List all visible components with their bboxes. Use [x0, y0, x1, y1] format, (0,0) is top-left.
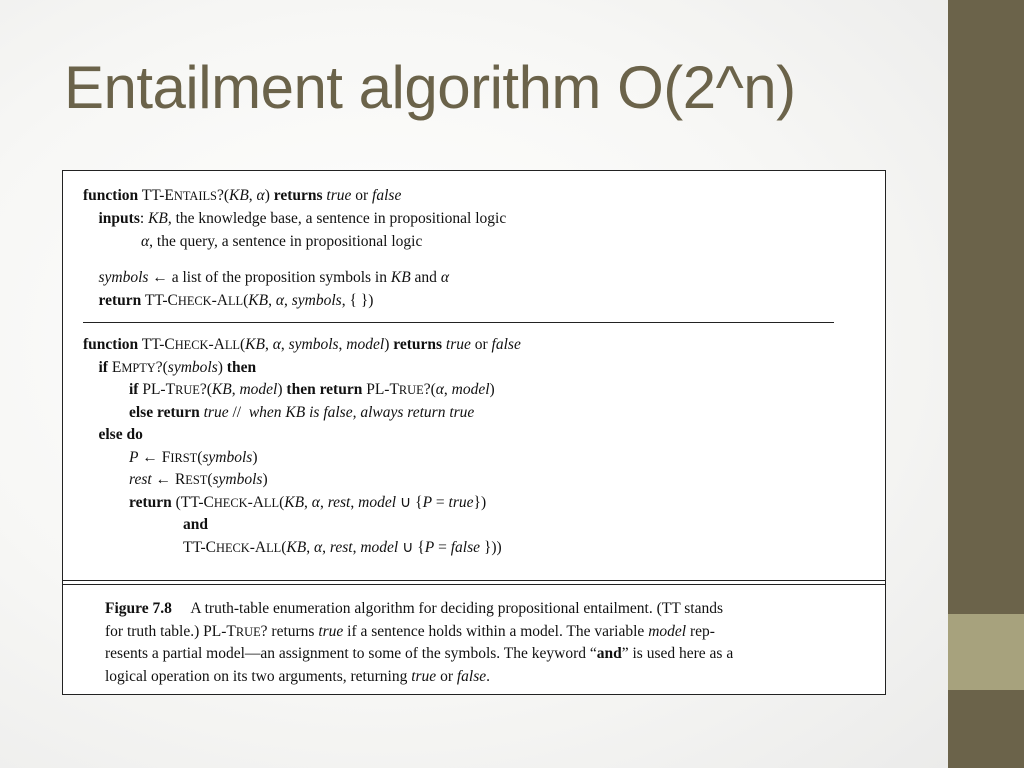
- caption-separator-top: [63, 580, 885, 581]
- code-line: TT-CHECK-ALL(KB, α, rest, model ∪ {P = false })): [183, 538, 502, 556]
- algorithm-figure: [62, 170, 886, 695]
- code-line: function TT-ENTAILS?(KB, α) returns true or false: [83, 187, 402, 204]
- code-line: if PL-TRUE?(KB, model) then return PL-TRUE?(α, model): [129, 381, 495, 398]
- code-line: symbols ← a list of the proposition symbols in KB and α: [98, 269, 449, 286]
- code-line: else do: [98, 426, 143, 443]
- caption-line: for truth table.) PL-TRUE? returns true if a sentence holds within a model. The variable model rep-: [105, 622, 715, 640]
- code-line: rest ← REST(symbols): [129, 471, 268, 488]
- code-line: inputs: KB, the knowledge base, a sentence in propositional logic: [98, 210, 507, 227]
- caption-line: resents a partial model—an assignment to some of the symbols. The keyword “and” is used here as a: [105, 645, 734, 662]
- slide-title: Entailment algorithm O(2^n): [64, 54, 796, 121]
- code-line: return (TT-CHECK-ALL(KB, α, rest, model ∪ {P = true}): [129, 493, 487, 511]
- code-line: P ← FIRST(symbols): [129, 448, 258, 466]
- caption-line: Figure 7.8 A truth-table enumeration algorithm for deciding propositional entailment. (TT stands: [105, 600, 724, 617]
- code-line: return TT-CHECK-ALL(KB, α, symbols, { }): [98, 292, 374, 309]
- caption-separator-bottom: [63, 584, 885, 585]
- caption-line: logical operation on its two arguments, returning true or false.: [105, 667, 491, 685]
- code-line: if EMPTY?(symbols) then: [98, 358, 257, 376]
- code-line: α, the query, a sentence in propositional logic: [141, 233, 423, 250]
- figure-caption: [105, 598, 865, 688]
- code-line: else return true // when KB is false, always return true: [129, 403, 475, 421]
- code-line: and: [183, 516, 208, 533]
- right-accent-square: [948, 614, 1024, 690]
- function-separator-rule: [83, 322, 834, 323]
- code-line: function TT-CHECK-ALL(KB, α, symbols, model) returns true or false: [83, 336, 521, 353]
